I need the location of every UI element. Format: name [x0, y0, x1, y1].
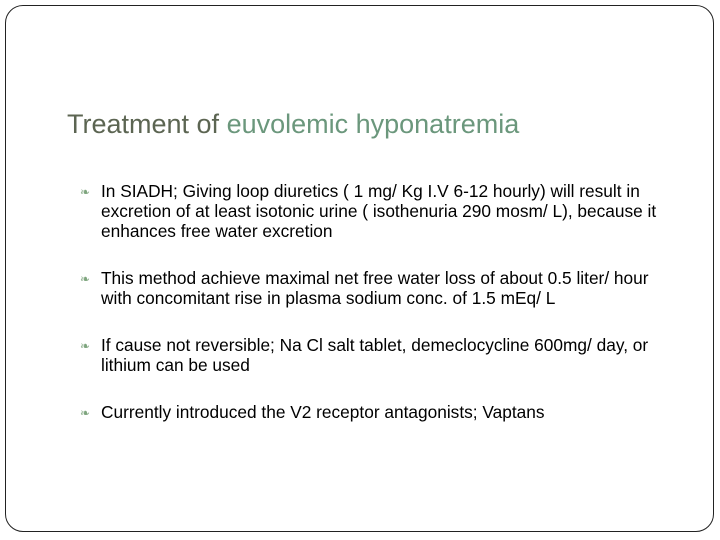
fleuron-icon: ❧ — [80, 339, 91, 353]
bullet-text: In SIADH; Giving loop diuretics ( 1 mg/ Kg I.V 6-12 hourly) will result in excretion of at least isotonic urine ( isothenuria 290 mosm/ L), because it enhances free water excretion — [101, 181, 657, 241]
list-item — [80, 402, 680, 422]
bullet-list — [80, 181, 680, 449]
fleuron-icon: ❧ — [80, 272, 91, 286]
bullet-text: Currently introduced the V2 receptor antagonists; Vaptans — [101, 402, 545, 422]
list-item — [80, 181, 680, 241]
slide-title — [67, 109, 519, 140]
title-highlight: euvolemic hyponatremia — [226, 109, 520, 139]
bullet-text: If cause not reversible; Na Cl salt tablet, demeclocycline 600mg/ day, or lithium can be used — [101, 335, 649, 375]
bullet-text: This method achieve maximal net free water loss of about 0.5 liter/ hour with concomitant rise in plasma sodium conc. of 1.5 mEq/ L — [101, 268, 649, 308]
fleuron-icon: ❧ — [80, 185, 91, 199]
list-item — [80, 335, 680, 375]
list-item — [80, 268, 680, 308]
fleuron-icon: ❧ — [80, 406, 91, 420]
title-prefix: Treatment of — [67, 109, 227, 139]
